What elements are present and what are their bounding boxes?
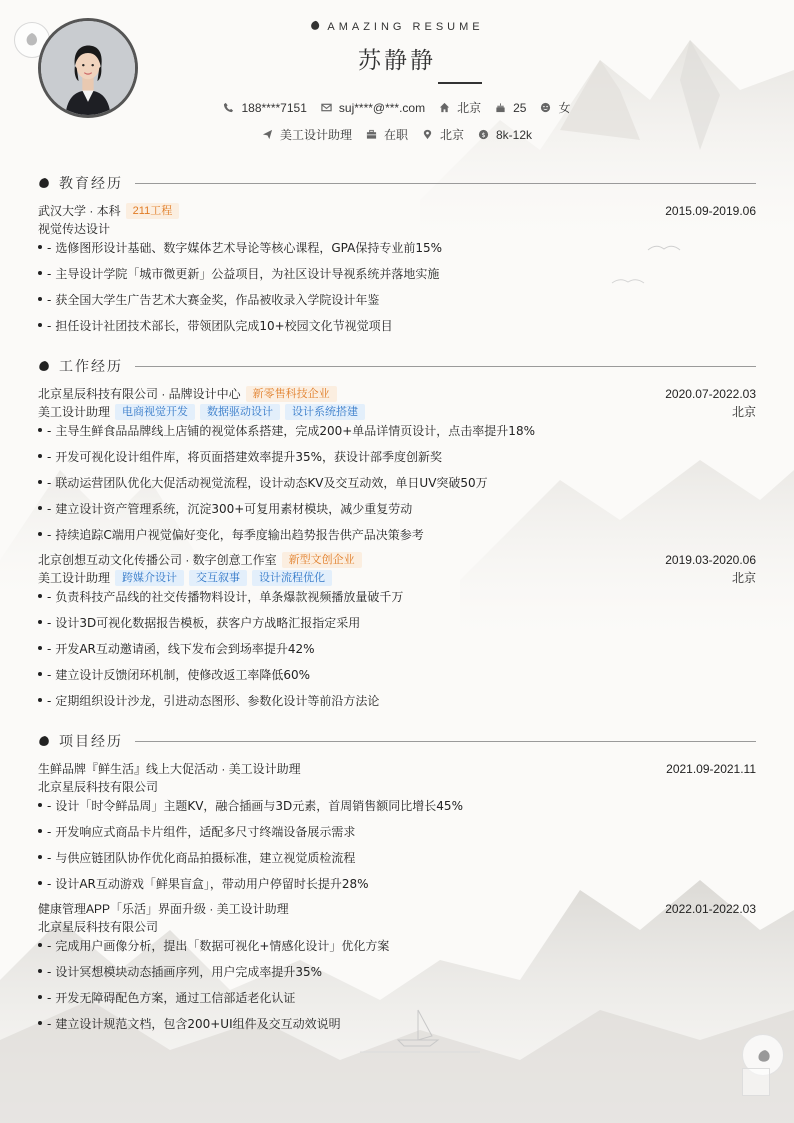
tagline-text: AMAZING RESUME: [327, 21, 484, 33]
section-divider: [135, 366, 756, 367]
company-line: [38, 551, 756, 569]
list-item: - 设计AR互动游戏「鲜果盲盒」，带动用户停留时长提升28%: [38, 874, 756, 900]
project-section-header: [38, 731, 756, 751]
ink-drop-icon: [310, 20, 321, 31]
list-item: - 担任设计社团技术部长，带领团队完成10+校园文化节视觉项目: [38, 316, 756, 342]
briefcase-icon: [366, 129, 377, 140]
project-date: 2022.01-2022.03: [665, 902, 756, 916]
project-company: 北京星辰科技有限公司: [38, 920, 159, 934]
project-name: 健康管理APP「乐活」界面升级 · 美工设计助理: [38, 902, 289, 916]
contact-info-row: [0, 99, 794, 116]
project-entry-1: [38, 760, 756, 900]
list-item: - 建立设计反馈闭环机制，使修改返工率降低60%: [38, 665, 756, 691]
ink-drop-icon: [38, 735, 50, 747]
section-divider: [135, 183, 756, 184]
scroll-top-button[interactable]: [742, 1068, 770, 1096]
list-item: - 开发无障碍配色方案，通过工信部适老化认证: [38, 988, 756, 1014]
list-item: - 主导设计学院「城市微更新」公益项目，为社区设计导视系统并落地实施: [38, 264, 756, 290]
project-name-line: [38, 900, 756, 918]
list-item: - 选修图形设计基础、数字媒体艺术导论等核心课程，GPA保持专业前15%: [38, 238, 756, 264]
intent-salary: $ 8k-12k: [478, 128, 532, 142]
company-name: 北京创想互动文化传播公司 · 数字创意工作室: [38, 553, 277, 567]
list-item: - 持续追踪C端用户视觉偏好变化，每季度输出趋势报告供产品决策参考: [38, 525, 756, 551]
company-badge: 新零售科技企业: [246, 386, 337, 402]
project-entry-2: [38, 900, 756, 1040]
list-item: - 定期组织设计沙龙，引进动态图形、参数化设计等前沿方法论: [38, 691, 756, 717]
school-badge: 211工程: [126, 203, 180, 219]
list-item: - 负责科技产品线的社交传播物料设计，单条爆款视频播放量破千万: [38, 587, 756, 613]
job-role: 美工设计助理: [38, 571, 111, 585]
work-title: 工作经历: [59, 359, 123, 375]
resume-tagline: [0, 20, 794, 33]
skill-tag: 交互叙事: [189, 570, 247, 586]
job-role: 美工设计助理: [38, 405, 111, 419]
list-item: - 建立设计规范文档，包含200+UI组件及交互动效说明: [38, 1014, 756, 1040]
project-date: 2021.09-2021.11: [666, 762, 756, 776]
work-entry-2: [38, 551, 756, 717]
name-underline: [438, 82, 482, 84]
send-icon: [262, 129, 273, 140]
role-line: [38, 569, 756, 587]
salary-icon: [478, 129, 489, 140]
job-intent-row: [0, 126, 794, 143]
contact-age: 25: [495, 101, 526, 115]
intent-position: 美工设计助理: [262, 126, 352, 143]
company-name: 北京星辰科技有限公司 · 品牌设计中心: [38, 387, 241, 401]
education-major: 视觉传达设计: [38, 222, 111, 236]
svg-text:$: $: [481, 130, 486, 139]
project-company: 北京星辰科技有限公司: [38, 780, 159, 794]
work-entry-1: [38, 385, 756, 551]
education-date: 2015.09-2019.06: [665, 204, 756, 218]
education-title: 教育经历: [59, 176, 123, 192]
education-entry: [38, 202, 756, 342]
home-icon: [439, 102, 450, 113]
intent-status: 在职: [366, 126, 408, 143]
list-item: - 设计3D可视化数据报告模板，获客户方战略汇报指定采用: [38, 613, 756, 639]
job-date: 2020.07-2022.03: [665, 387, 756, 401]
list-item: - 联动运营团队优化大促活动视觉流程，设计动态KV及交互动效，单日UV突破50万: [38, 473, 756, 499]
skill-tag: 数据驱动设计: [200, 404, 280, 420]
candidate-name: 苏静静: [358, 48, 436, 74]
ink-drop-icon: [38, 360, 50, 372]
job-bullets: [38, 421, 756, 551]
gender-icon: [540, 102, 551, 113]
skill-tag: 设计流程优化: [252, 570, 332, 586]
skill-tag: 设计系统搭建: [285, 404, 365, 420]
intent-city: 北京: [422, 126, 464, 143]
project-name-line: [38, 760, 756, 778]
contact-phone: 188****7151: [223, 101, 306, 115]
school-name: 武汉大学 · 本科: [38, 204, 121, 218]
work-section-header: [38, 356, 756, 376]
list-item: - 开发响应式商品卡片组件，适配多尺寸终端设备展示需求: [38, 822, 756, 848]
skill-tag: 跨媒介设计: [115, 570, 184, 586]
company-line: [38, 385, 756, 403]
ink-drop-icon: [38, 177, 50, 189]
project-bullets: [38, 936, 756, 1040]
contact-home: 北京: [439, 99, 481, 116]
list-item: - 完成用户画像分析，提出「数据可视化+情感化设计」优化方案: [38, 936, 756, 962]
list-item: - 主导生鲜食品品牌线上店铺的视觉体系搭建，完成200+单品详情页设计，点击率提升18%: [38, 421, 756, 447]
list-item: - 设计「时令鲜品周」主题KV，融合插画与3D元素，首周销售额同比增长45%: [38, 796, 756, 822]
job-bullets: [38, 587, 756, 717]
mail-icon: [321, 102, 332, 113]
phone-icon: [223, 102, 234, 113]
list-item: - 获全国大学生广告艺术大赛金奖，作品被收录入学院设计年鉴: [38, 290, 756, 316]
project-bullets: [38, 796, 756, 900]
job-date: 2019.03-2020.06: [665, 553, 756, 567]
project-title: 项目经历: [59, 734, 123, 750]
list-item: - 与供应链团队协作优化商品拍摄标准，建立视觉质检流程: [38, 848, 756, 874]
list-item: - 开发AR互动邀请函，线下发布会到场率提升42%: [38, 639, 756, 665]
education-bullets: [38, 238, 756, 342]
skill-tag: 电商视觉开发: [115, 404, 195, 420]
education-section-header: [38, 173, 756, 193]
company-badge: 新型文创企业: [282, 552, 362, 568]
location-icon: [422, 129, 433, 140]
list-item: - 建立设计资产管理系统，沉淀300+可复用素材模块，减少重复劳动: [38, 499, 756, 525]
list-item: - 开发可视化设计组件库，将页面搭建效率提升35%，获设计部季度创新奖: [38, 447, 756, 473]
project-name: 生鲜品牌『鲜生活』线上大促活动 · 美工设计助理: [38, 762, 301, 776]
contact-gender: 女: [540, 99, 570, 116]
section-divider: [135, 741, 756, 742]
contact-email: suj****@***.com: [321, 101, 425, 115]
job-city: 北京: [731, 405, 756, 419]
list-item: - 设计冥想模块动态插画序列，用户完成率提升35%: [38, 962, 756, 988]
education-school-line: [38, 202, 756, 220]
job-city: 北京: [731, 571, 756, 585]
cake-icon: [495, 102, 506, 113]
role-line: [38, 403, 756, 421]
